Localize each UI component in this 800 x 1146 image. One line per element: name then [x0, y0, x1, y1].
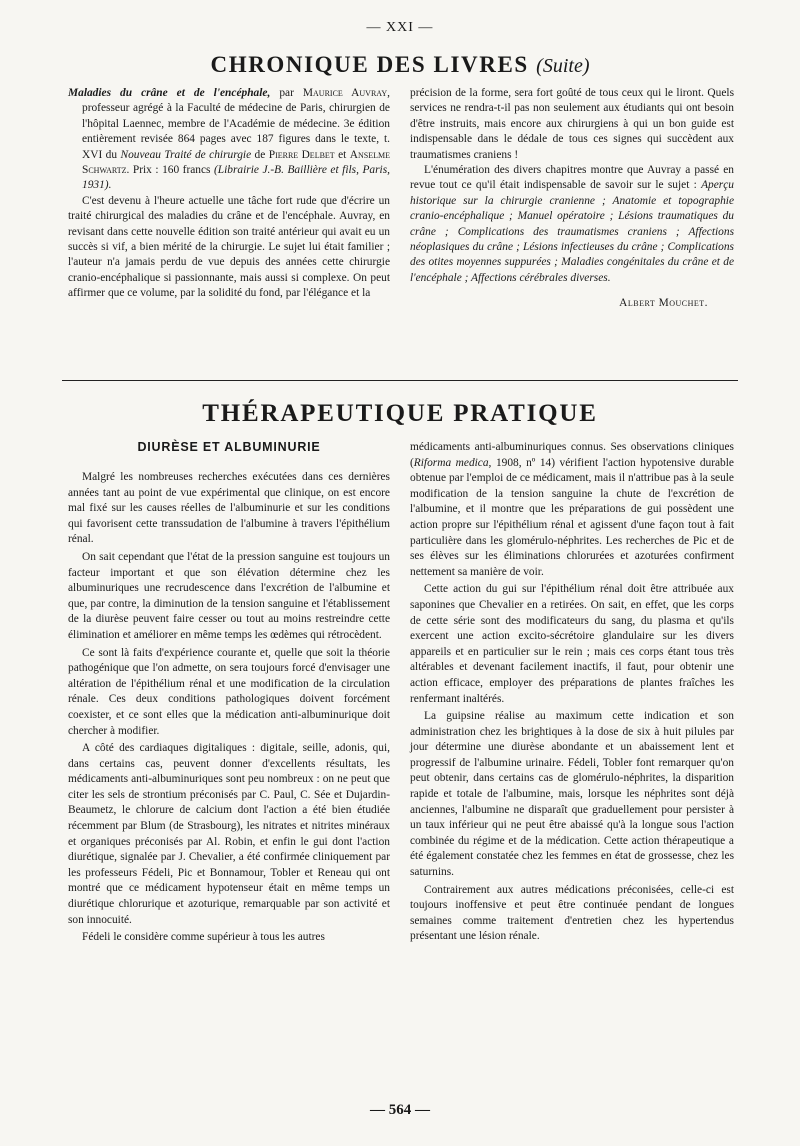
article-paragraph-2: On sait cependant que l'état de la pression sanguine est toujours un facteur important et que son élévation détermine chez les albuminuriques une recrudescence dans l'excrétion de l'albumine et que, par contre, la diminution de la tension sanguine et l'établissement de la diurèse peuvent faire cesser ou tout au moins restreindre cette élimination et améliorer en même temps les œdèmes qui rétrocèdent.	[68, 550, 390, 641]
review-paragraph-1: C'est devenu à l'heure actuelle une tâche fort rude que d'écrire un traité chirurgical des maladies du crâne et de l'encéphale. Auvray, en revisant dans cette nouvelle édition son traité antérieur qui avait eu un succès si vif, a bien mérité de la chirurgie. Le sujet lui était familier ; l'auteur n'a jamais perdu de vue depuis des années cette chirurgie cranio-encéphalique si passionnante, mais aussi si complexe. On peut affirmer que ce volume, par la solidité du fond, par l'élégance et la	[68, 194, 390, 300]
book-publisher: (Librairie J.-B. Baillière et fils, Paris, 1931).	[82, 164, 390, 192]
article-paragraph-7: La guipsine réalise au maximum cette indication et son administration chez les brightiques à la dose de six à huit pilules par jour détermine une diurèse abondante et un abaissement lent et progressif de l'albumine urinaire. Fédeli, Tobler font remarquer qu'on peut obtenir, dans certains cas de glomérulo-néphrites, la disparition rapide et totale de l'albumine, mais, lorsque les néphrites sont déjà anciennes, l'albumine ne disparaît que graduellement pour persister à un taux inférieur qui ne peut être abaissé qu'à la longue sous l'action combinée du régime et de la médication. Cette action thérapeutique a été également constatée chez les femmes en état de grossesse, chez les saturnins.	[410, 710, 734, 879]
article-paragraph-4: A côté des cardiaques digitaliques : digitale, seille, adonis, qui, dans certains cas, peuvent donner d'excellents résultats, les médicaments anti-albuminuriques sont peu nombreux : on ne peut que citer les sels de strontium préconisés par C. Paul, C. Sée et Dujardin-Beaumetz, le chlorure de calcium dont l'action a été bien étudiée récemment par Blum (de Strasbourg), les nitrates et nitrites minéraux et organiques préconisés par Al. Robin, et enfin le gui dont l'action diurétique, signalée par J. Chevalier, a été confirmée cliniquement par les professeurs Fédeli, Pic et Bonnamour, Tobler et Reneau qui ont montré que ce médicament hypotenseur était en même temps un diurétique chlorurique et azoturique, remarquable par son activité et son innocuité.	[68, 742, 390, 926]
article-paragraph-3: Ce sont là faits d'expérience courante et, quelle que soit la théorie pathogénique que l'on admette, on sera toujours forcé d'envisager une altération de l'épithélium rénal et une modification de la circulation rénale. Ces deux conditions pathologiques doivent forcément coexister, et ce sont elles que la médication anti-albuminurique doit chercher à modifier.	[68, 646, 390, 737]
continued-text-b: 1908, nº 14) vérifient l'action hypotensive durable obtenue par l'emploi de ce médicament, mais il n'attribue pas à la seule modification de la tension sanguine la chute de l'excrétion de l'albumine, et il montre que les préparations de gui possèdent une action propre sur l'épithélium rénal et agissent d'une façon tout à fait particulière dans les glomérulo-néphrites. Les recherches de Pic et de ses élèves sur les éliminations chlorurées et azoturées confirment nettement sa manière de voir.	[410, 456, 734, 578]
series-editor-2: Anselme Schwartz.	[82, 148, 391, 177]
chronique-title-suffix: (Suite)	[536, 55, 590, 77]
roman-page-number: — XXI —	[366, 20, 434, 35]
review-paragraph-1-continued: précision de la forme, sera fort goûté de tous ceux qui le liront. Quels services ne rendra-t-il pas non seulement aux étudiants qui ont besoin d'être instruits, mais encore aux chirurgiens à qui un bon guide est indispensable dans le dédale de tous ces signes qui succèdent aux traumatismes craniens !	[410, 87, 734, 161]
article-subtitle: DIURÈSE ET ALBUMINURIE	[137, 440, 321, 454]
journal-citation: Riforma medica,	[413, 456, 492, 469]
book-series: Nouveau Traité de chirurgie	[120, 148, 252, 161]
article-paragraph-8: Contrairement aux autres médications préconisées, celle-ci est toujours inoffensive et peut être continuée pendant de longues semaines comme traitement d'entretien chez les hypertendus présentant une lésion rénale.	[410, 883, 734, 943]
book-title: Maladies du crâne et de l'encéphale,	[68, 87, 271, 99]
review-bibliography	[68, 86, 390, 194]
review-signature: Albert Mouchet.	[619, 297, 708, 310]
et-word: et	[338, 148, 347, 161]
book-description: professeur agrégé à la Faculté de médecine de Paris, chirurgien de l'hôpital Laennec, membre de l'Académie de médecine. 3e édition entièrement revisée 864 pages avec 187 figures dans le texte, t. XVI du	[82, 102, 390, 161]
chapters-intro: L'énumération des divers chapitres montre que Auvray a passé en revue tout ce qu'il était indispensable de savoir sur le sujet :	[410, 164, 734, 192]
page-number: — 564 —	[370, 1102, 430, 1118]
by-word: par	[279, 87, 294, 99]
continued-text-a: médicaments anti-albuminuriques connus. Ses observations cliniques (	[410, 441, 734, 469]
book-author: Maurice Auvray,	[302, 87, 390, 99]
section-divider	[62, 380, 738, 381]
article-column-right	[410, 440, 734, 947]
article-column-left	[68, 470, 390, 948]
article-paragraph-6: Cette action du gui sur l'épithélium rénal doit être attribuée aux saponines que Chevalier en a retirées. On sait, en effet, que les corps de cette série sont des modificateurs du sang, du plasma et qu'ils exercent une action excito-sécrétoire glandulaire sur les divers appareils et en particulier sur le rein ; mais ces corps étant tous très altérables et devenant facilement inactifs, il faut, pour obtenir une action efficace, employer des préparations de plantes fraîches les renfermant inaltérés.	[410, 583, 734, 705]
review-column-right	[410, 86, 734, 312]
article-paragraph-5-continued	[410, 440, 734, 580]
review-paragraph-2	[410, 163, 734, 286]
article-paragraph-1: Malgré les nombreuses recherches exécutées dans ces dernières années tant au point de vue expérimental que clinique, on est encore mal fixé sur les causes réelles de l'albuminurie et sur les conditions qui favorisent cette transsudation de l'albumine à travers l'épithélium rénal.	[68, 471, 390, 546]
series-editor-1: Pierre Delbet	[268, 148, 335, 161]
chronique-title	[0, 52, 800, 78]
book-price: Prix : 160 francs	[132, 164, 211, 177]
article-paragraph-5: Fédeli le considère comme supérieur à tous les autres	[82, 931, 325, 944]
review-column-left	[68, 86, 390, 302]
de-word: de	[254, 148, 266, 161]
chronique-title-text: CHRONIQUE DES LIVRES	[210, 52, 529, 77]
section-title: THÉRAPEUTIQUE PRATIQUE	[202, 400, 598, 427]
chapters-list: Aperçu historique sur la chirurgie cranienne ; Anatomie et topographie cranio-encéphalique ; Manuel opératoire ; Lésions traumatiques du crâne ; Complications des traumatismes craniens ; Affections néoplasiques du crâne ; Lésions infectieuses du crâne ; Complications des otites moyennes suppurées ; Maladies congénitales du crâne et de l'encéphale ; Affections cérébrales diverses.	[410, 179, 734, 284]
